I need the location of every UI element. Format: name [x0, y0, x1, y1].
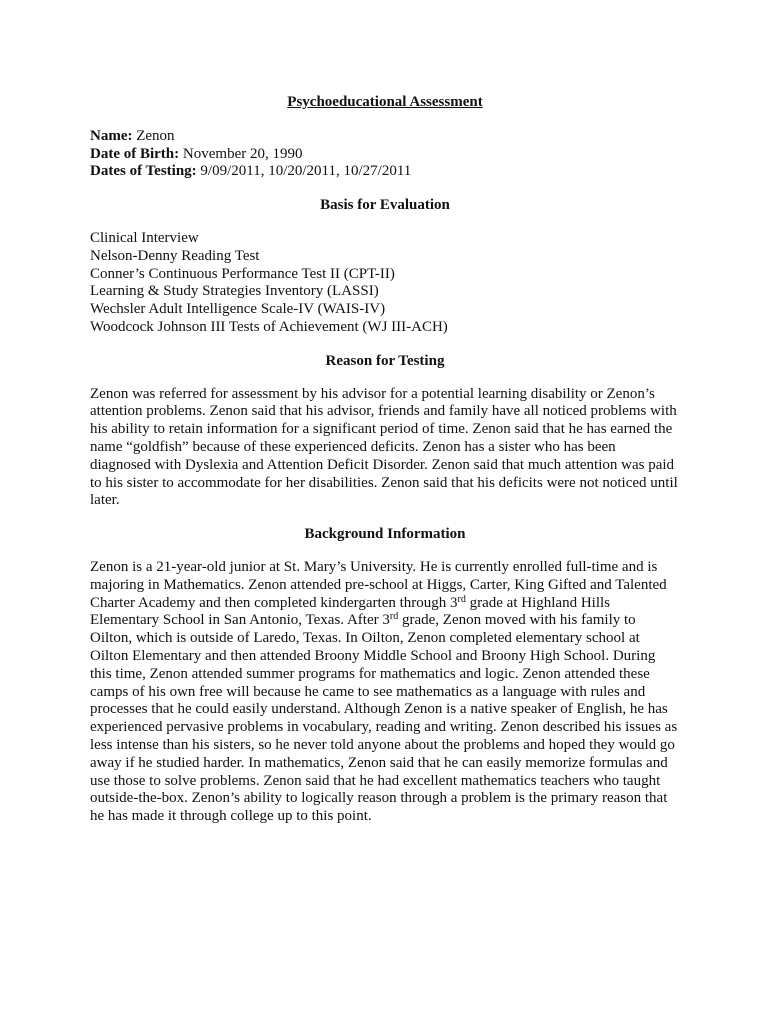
- name-value: Zenon: [132, 127, 175, 144]
- basis-heading: Basis for Evaluation: [320, 197, 450, 214]
- testing-dates-line: [90, 163, 680, 181]
- basis-list: [90, 230, 680, 337]
- background-text-2: grade at Highland Hills Elementary School in San Antonio, Texas. After 3: [90, 594, 611, 629]
- background-heading: Background Information: [304, 526, 466, 543]
- background-text-3: grade, Zenon moved with his family to Oilton, which is outside of Laredo, Texas. In Oilton, Zenon completed elementary school at Oilton Elementary and then attended Broony Middle School and Broony High School. During this time, Zenon attended summer programs for mathematics and logic. Zenon attended these camps of his own free will because he came to see mathematics as a language with rules and processes that he could easily understand. Although Zenon is a native speaker of English, he has experienced pervasive problems in vocabulary, reading and writing. Zenon described his issues as less intense than his sisters, so he never told anyone about the problems and hoped they would go away if he studied harder. In mathematics, Zenon said that he can easily memorize formulas and use those to solve problems. Zenon said that he had excellent mathematics teachers who taught outside-the-box. Zenon’s ability to logically reason through a problem is the primary reason that he has made it through college up to this point.: [90, 612, 678, 825]
- patient-info: [90, 128, 680, 181]
- document-title: Psychoeducational Assessment: [287, 94, 483, 110]
- basis-item: Clinical Interview: [90, 229, 199, 246]
- reason-heading: Reason for Testing: [325, 352, 445, 369]
- basis-item: Learning & Study Strategies Inventory (LASSI): [90, 283, 379, 300]
- background-paragraph: [90, 559, 680, 826]
- reason-paragraph: Zenon was referred for assessment by his advisor for a potential learning disability or Zenon’s attention problems. Zenon said that his advisor, friends and family have all noticed problems with his ability to retain information for a significant period of time. Zenon said that he has earned the name “goldfish” because of these experienced deficits. Zenon has a sister who has been diagnosed with Dyslexia and Attention Deficit Disorder. Zenon said that much attention was paid to his sister to accommodate for her disabilities. Zenon said that his deficits were not noticed until later.: [90, 385, 678, 509]
- background-text-1: Zenon is a 21-year-old junior at St. Mary’s University. He is currently enrolled full-time and is majoring in Mathematics. Zenon attended pre-school at Higgs, Carter, King Gifted and Talented Charter Academy and then completed kindergarten through 3: [90, 558, 667, 611]
- basis-item: Wechsler Adult Intelligence Scale-IV (WAIS-IV): [90, 301, 386, 318]
- ordinal-suffix: rd: [457, 593, 466, 605]
- testing-dates-label: Dates of Testing:: [90, 163, 197, 180]
- document-page: [90, 94, 680, 826]
- ordinal-suffix: rd: [389, 611, 399, 623]
- basis-item: Nelson-Denny Reading Test: [90, 247, 260, 264]
- dob-value: November 20, 1990: [179, 145, 303, 162]
- name-line: [90, 128, 680, 146]
- testing-dates-value: 9/09/2011, 10/20/2011, 10/27/2011: [196, 163, 412, 180]
- basis-item: Conner’s Continuous Performance Test II (CPT-II): [90, 265, 395, 282]
- basis-item: Woodcock Johnson III Tests of Achievement (WJ III-ACH): [90, 318, 448, 335]
- dob-line: [90, 146, 680, 164]
- dob-label: Date of Birth:: [90, 145, 180, 162]
- name-label: Name:: [90, 127, 133, 144]
